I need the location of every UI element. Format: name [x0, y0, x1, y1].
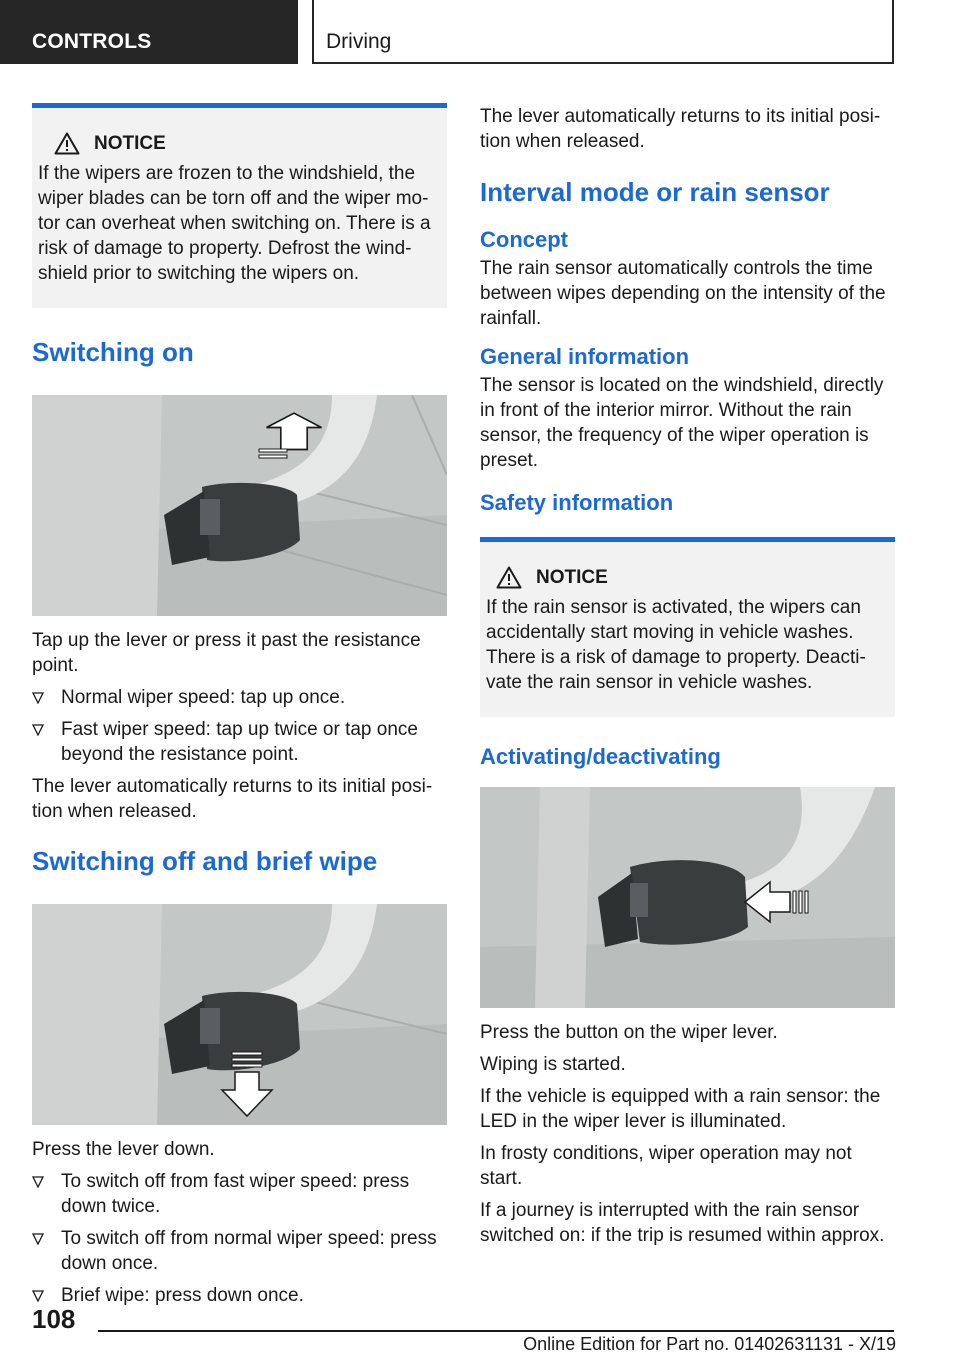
list-item: Normal wiper speed: tap up once. — [32, 685, 447, 710]
continued-text: The lever automatically returns to its initial posi‐ tion when released. — [480, 106, 881, 152]
chapter-title: Driving — [326, 30, 392, 53]
bullet-triangle-icon — [32, 692, 44, 704]
subheading-general-info: General information — [480, 344, 690, 369]
switching-on-outro: The lever automatically returns to its initial posi‐ tion when released. — [32, 776, 433, 822]
bullet-triangle-icon — [32, 1233, 44, 1245]
subheading-activating: Activating/deactivating — [480, 744, 721, 769]
bullet-triangle-icon — [32, 1290, 44, 1302]
subheading-safety-info: Safety information — [480, 490, 674, 515]
notice-header — [496, 566, 885, 589]
activating-para-5: If a journey is interrupted with the rain sensor switched on: if the trip is resumed within approx. — [480, 1200, 885, 1246]
section-tab — [0, 0, 298, 64]
subheading-concept: Concept — [480, 227, 568, 252]
notice-box — [480, 537, 895, 717]
page-number: 108 — [32, 1304, 76, 1334]
bullet-triangle-icon — [32, 724, 44, 736]
activating-para-1: Press the button on the wiper lever. — [480, 1022, 778, 1043]
left-column — [32, 103, 447, 1315]
list-item: Brief wipe: press down once. — [32, 1283, 447, 1308]
illustration-lever-down — [32, 904, 447, 1125]
activating-para-2: Wiping is started. — [480, 1054, 626, 1075]
right-column — [480, 104, 895, 1248]
notice-text: If the wipers are frozen to the windshield, the wiper blades can be torn off and the wiper mo‐ tor can overheat when switching on. There is a risk of damage to property. Defrost the wind‐ shield prior to switching the wipers on. — [38, 163, 431, 284]
section-heading-switching-off: Switching off and brief wipe — [32, 846, 378, 876]
warning-icon — [54, 132, 80, 155]
notice-header — [54, 132, 437, 155]
footer-divider — [98, 1330, 894, 1332]
switching-on-list — [32, 685, 447, 767]
notice-title: NOTICE — [94, 132, 166, 154]
activating-para-4: In frosty conditions, wiper operation may not start. — [480, 1143, 852, 1189]
activating-para-3: If the vehicle is equipped with a rain sensor: the LED in the wiper lever is illuminated. — [480, 1086, 881, 1132]
illustration-lever-up — [32, 395, 447, 616]
concept-text: The rain sensor automatically controls the time between wipes depending on the intensity of the rainfall. — [480, 258, 886, 329]
chapter-tab — [312, 0, 894, 64]
general-info-text: The sensor is located on the windshield, directly in front of the interior mirror. Without the rain sensor, the frequency of the wiper operation is preset. — [480, 375, 884, 471]
list-item: Fast wiper speed: tap up twice or tap once beyond the resistance point. — [32, 717, 447, 767]
switching-off-intro: Press the lever down. — [32, 1139, 215, 1160]
section-heading-interval: Interval mode or rain sensor — [480, 177, 830, 207]
switching-on-intro: Tap up the lever or press it past the resistance point. — [32, 630, 421, 676]
list-item: To switch off from normal wiper speed: press down once. — [32, 1226, 447, 1276]
notice-text: If the rain sensor is activated, the wipers can accidentally start moving in vehicle washes. There is a risk of damage to property. Deacti‐ vate the rain sensor in vehicle washes. — [486, 597, 866, 693]
section-title: CONTROLS — [32, 30, 152, 53]
notice-title: NOTICE — [536, 566, 608, 588]
bullet-triangle-icon — [32, 1176, 44, 1188]
edition-text: Online Edition for Part no. 01402631131 - X/19 — [523, 1334, 896, 1354]
list-item: To switch off from fast wiper speed: press down twice. — [32, 1169, 447, 1219]
illustration-lever-button — [480, 787, 895, 1008]
notice-box — [32, 103, 447, 308]
switching-off-list — [32, 1169, 447, 1308]
section-heading-switching-on: Switching on — [32, 337, 194, 367]
warning-icon — [496, 566, 522, 589]
